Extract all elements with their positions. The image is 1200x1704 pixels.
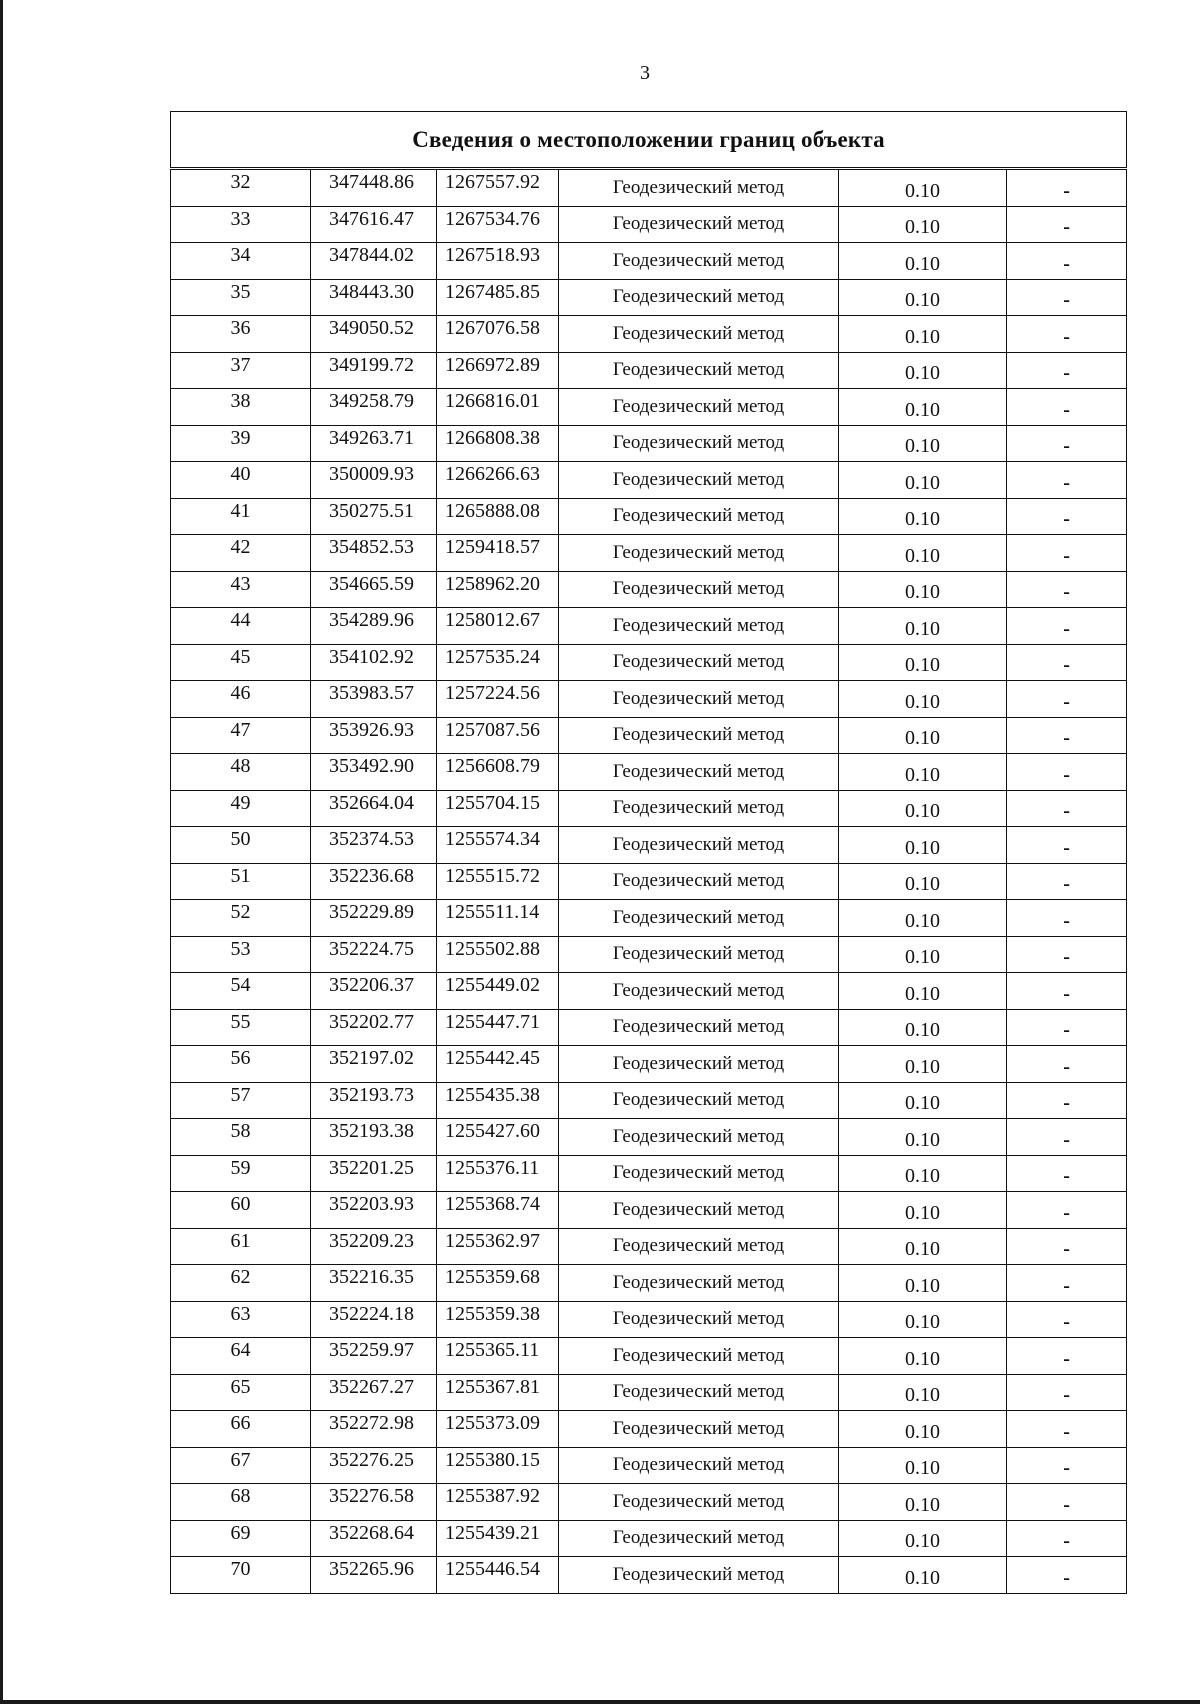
accuracy-cell: 0.10 xyxy=(839,571,1007,608)
method-cell: Геодезический метод xyxy=(559,608,839,645)
note-cell: - xyxy=(1007,608,1127,645)
table-body xyxy=(171,170,1127,1594)
x-coordinate-cell: 352224.75 xyxy=(311,936,437,973)
method-cell: Геодезический метод xyxy=(559,206,839,243)
table-row xyxy=(171,608,1127,645)
y-coordinate-cell: 1255365.11 xyxy=(437,1338,559,1375)
x-coordinate-cell: 352374.53 xyxy=(311,827,437,864)
note-cell: - xyxy=(1007,936,1127,973)
table-row xyxy=(171,1557,1127,1594)
method-cell: Геодезический метод xyxy=(559,790,839,827)
page-number: 3 xyxy=(640,62,650,84)
y-coordinate-cell: 1255446.54 xyxy=(437,1557,559,1594)
note-cell: - xyxy=(1007,754,1127,791)
point-number-cell: 56 xyxy=(171,1046,311,1083)
y-coordinate-cell: 1255373.09 xyxy=(437,1411,559,1448)
method-cell: Геодезический метод xyxy=(559,827,839,864)
y-coordinate-cell: 1255368.74 xyxy=(437,1192,559,1229)
method-cell: Геодезический метод xyxy=(559,644,839,681)
point-number-cell: 54 xyxy=(171,973,311,1010)
note-cell: - xyxy=(1007,1265,1127,1302)
point-number-cell: 43 xyxy=(171,571,311,608)
note-cell: - xyxy=(1007,170,1127,207)
x-coordinate-cell: 347616.47 xyxy=(311,206,437,243)
method-cell: Геодезический метод xyxy=(559,681,839,718)
note-cell: - xyxy=(1007,790,1127,827)
x-coordinate-cell: 348443.30 xyxy=(311,279,437,316)
note-cell: - xyxy=(1007,717,1127,754)
point-number-cell: 46 xyxy=(171,681,311,718)
note-cell: - xyxy=(1007,1082,1127,1119)
accuracy-cell: 0.10 xyxy=(839,681,1007,718)
accuracy-cell: 0.10 xyxy=(839,863,1007,900)
x-coordinate-cell: 349258.79 xyxy=(311,389,437,426)
method-cell: Геодезический метод xyxy=(559,1155,839,1192)
y-coordinate-cell: 1255449.02 xyxy=(437,973,559,1010)
accuracy-cell: 0.10 xyxy=(839,1009,1007,1046)
accuracy-cell: 0.10 xyxy=(839,1155,1007,1192)
point-number-cell: 39 xyxy=(171,425,311,462)
point-number-cell: 61 xyxy=(171,1228,311,1265)
table-row xyxy=(171,1338,1127,1375)
point-number-cell: 59 xyxy=(171,1155,311,1192)
note-cell: - xyxy=(1007,571,1127,608)
method-cell: Геодезический метод xyxy=(559,535,839,572)
method-cell: Геодезический метод xyxy=(559,279,839,316)
accuracy-cell: 0.10 xyxy=(839,352,1007,389)
note-cell: - xyxy=(1007,1374,1127,1411)
point-number-cell: 33 xyxy=(171,206,311,243)
point-number-cell: 41 xyxy=(171,498,311,535)
scan-edge-left xyxy=(0,0,3,1704)
accuracy-cell: 0.10 xyxy=(839,425,1007,462)
x-coordinate-cell: 354665.59 xyxy=(311,571,437,608)
x-coordinate-cell: 352265.96 xyxy=(311,1557,437,1594)
method-cell: Геодезический метод xyxy=(559,1192,839,1229)
method-cell: Геодезический метод xyxy=(559,717,839,754)
method-cell: Геодезический метод xyxy=(559,900,839,937)
y-coordinate-cell: 1267557.92 xyxy=(437,170,559,207)
x-coordinate-cell: 352193.38 xyxy=(311,1119,437,1156)
method-cell: Геодезический метод xyxy=(559,1082,839,1119)
method-cell: Геодезический метод xyxy=(559,316,839,353)
table-row xyxy=(171,462,1127,499)
x-coordinate-cell: 352203.93 xyxy=(311,1192,437,1229)
table-row xyxy=(171,389,1127,426)
x-coordinate-cell: 352201.25 xyxy=(311,1155,437,1192)
x-coordinate-cell: 353983.57 xyxy=(311,681,437,718)
y-coordinate-cell: 1255380.15 xyxy=(437,1447,559,1484)
accuracy-cell: 0.10 xyxy=(839,1119,1007,1156)
accuracy-cell: 0.10 xyxy=(839,608,1007,645)
note-cell: - xyxy=(1007,863,1127,900)
note-cell: - xyxy=(1007,827,1127,864)
y-coordinate-cell: 1255704.15 xyxy=(437,790,559,827)
table-row xyxy=(171,1119,1127,1156)
accuracy-cell: 0.10 xyxy=(839,1301,1007,1338)
point-number-cell: 58 xyxy=(171,1119,311,1156)
x-coordinate-cell: 352229.89 xyxy=(311,900,437,937)
point-number-cell: 62 xyxy=(171,1265,311,1302)
table-row xyxy=(171,279,1127,316)
method-cell: Геодезический метод xyxy=(559,389,839,426)
point-number-cell: 66 xyxy=(171,1411,311,1448)
method-cell: Геодезический метод xyxy=(559,425,839,462)
note-cell: - xyxy=(1007,243,1127,280)
x-coordinate-cell: 352216.35 xyxy=(311,1265,437,1302)
x-coordinate-cell: 352272.98 xyxy=(311,1411,437,1448)
accuracy-cell: 0.10 xyxy=(839,1082,1007,1119)
y-coordinate-cell: 1255511.14 xyxy=(437,900,559,937)
method-cell: Геодезический метод xyxy=(559,462,839,499)
x-coordinate-cell: 352276.58 xyxy=(311,1484,437,1521)
scan-edge-bottom xyxy=(0,1700,1200,1704)
accuracy-cell: 0.10 xyxy=(839,243,1007,280)
accuracy-cell: 0.10 xyxy=(839,827,1007,864)
point-number-cell: 50 xyxy=(171,827,311,864)
point-number-cell: 38 xyxy=(171,389,311,426)
table-row xyxy=(171,352,1127,389)
x-coordinate-cell: 352267.27 xyxy=(311,1374,437,1411)
x-coordinate-cell: 347448.86 xyxy=(311,170,437,207)
y-coordinate-cell: 1255502.88 xyxy=(437,936,559,973)
note-cell: - xyxy=(1007,973,1127,1010)
point-number-cell: 65 xyxy=(171,1374,311,1411)
point-number-cell: 49 xyxy=(171,790,311,827)
y-coordinate-cell: 1267518.93 xyxy=(437,243,559,280)
point-number-cell: 37 xyxy=(171,352,311,389)
accuracy-cell: 0.10 xyxy=(839,1484,1007,1521)
x-coordinate-cell: 352202.77 xyxy=(311,1009,437,1046)
point-number-cell: 64 xyxy=(171,1338,311,1375)
accuracy-cell: 0.10 xyxy=(839,644,1007,681)
point-number-cell: 36 xyxy=(171,316,311,353)
method-cell: Геодезический метод xyxy=(559,1374,839,1411)
note-cell: - xyxy=(1007,1520,1127,1557)
point-number-cell: 45 xyxy=(171,644,311,681)
table-row xyxy=(171,1484,1127,1521)
method-cell: Геодезический метод xyxy=(559,936,839,973)
method-cell: Геодезический метод xyxy=(559,1520,839,1557)
table-row xyxy=(171,243,1127,280)
table-row xyxy=(171,644,1127,681)
method-cell: Геодезический метод xyxy=(559,1301,839,1338)
y-coordinate-cell: 1266972.89 xyxy=(437,352,559,389)
note-cell: - xyxy=(1007,1411,1127,1448)
accuracy-cell: 0.10 xyxy=(839,462,1007,499)
x-coordinate-cell: 352664.04 xyxy=(311,790,437,827)
accuracy-cell: 0.10 xyxy=(839,316,1007,353)
y-coordinate-cell: 1266816.01 xyxy=(437,389,559,426)
table-row xyxy=(171,1520,1127,1557)
table-row xyxy=(171,1411,1127,1448)
table-row xyxy=(171,863,1127,900)
accuracy-cell: 0.10 xyxy=(839,1228,1007,1265)
point-number-cell: 60 xyxy=(171,1192,311,1229)
table-row xyxy=(171,754,1127,791)
table-row xyxy=(171,1228,1127,1265)
point-number-cell: 44 xyxy=(171,608,311,645)
x-coordinate-cell: 349199.72 xyxy=(311,352,437,389)
method-cell: Геодезический метод xyxy=(559,1338,839,1375)
table-row xyxy=(171,571,1127,608)
y-coordinate-cell: 1257087.56 xyxy=(437,717,559,754)
note-cell: - xyxy=(1007,389,1127,426)
method-cell: Геодезический метод xyxy=(559,1009,839,1046)
note-cell: - xyxy=(1007,681,1127,718)
coordinates-table xyxy=(170,111,1127,1594)
y-coordinate-cell: 1255427.60 xyxy=(437,1119,559,1156)
method-cell: Геодезический метод xyxy=(559,243,839,280)
accuracy-cell: 0.10 xyxy=(839,1192,1007,1229)
note-cell: - xyxy=(1007,1301,1127,1338)
x-coordinate-cell: 352209.23 xyxy=(311,1228,437,1265)
y-coordinate-cell: 1265888.08 xyxy=(437,498,559,535)
note-cell: - xyxy=(1007,1447,1127,1484)
method-cell: Геодезический метод xyxy=(559,1228,839,1265)
method-cell: Геодезический метод xyxy=(559,1411,839,1448)
accuracy-cell: 0.10 xyxy=(839,717,1007,754)
y-coordinate-cell: 1255442.45 xyxy=(437,1046,559,1083)
method-cell: Геодезический метод xyxy=(559,1447,839,1484)
y-coordinate-cell: 1267485.85 xyxy=(437,279,559,316)
method-cell: Геодезический метод xyxy=(559,1557,839,1594)
note-cell: - xyxy=(1007,535,1127,572)
x-coordinate-cell: 352268.64 xyxy=(311,1520,437,1557)
y-coordinate-cell: 1255359.68 xyxy=(437,1265,559,1302)
accuracy-cell: 0.10 xyxy=(839,900,1007,937)
table-row xyxy=(171,936,1127,973)
note-cell: - xyxy=(1007,1484,1127,1521)
note-cell: - xyxy=(1007,498,1127,535)
table-row xyxy=(171,1046,1127,1083)
point-number-cell: 51 xyxy=(171,863,311,900)
method-cell: Геодезический метод xyxy=(559,863,839,900)
method-cell: Геодезический метод xyxy=(559,1265,839,1302)
y-coordinate-cell: 1258962.20 xyxy=(437,571,559,608)
y-coordinate-cell: 1257535.24 xyxy=(437,644,559,681)
point-number-cell: 69 xyxy=(171,1520,311,1557)
note-cell: - xyxy=(1007,352,1127,389)
y-coordinate-cell: 1255435.38 xyxy=(437,1082,559,1119)
table-row xyxy=(171,827,1127,864)
note-cell: - xyxy=(1007,462,1127,499)
y-coordinate-cell: 1266808.38 xyxy=(437,425,559,462)
note-cell: - xyxy=(1007,1338,1127,1375)
note-cell: - xyxy=(1007,1192,1127,1229)
table-row xyxy=(171,973,1127,1010)
accuracy-cell: 0.10 xyxy=(839,754,1007,791)
method-cell: Геодезический метод xyxy=(559,352,839,389)
y-coordinate-cell: 1255376.11 xyxy=(437,1155,559,1192)
accuracy-cell: 0.10 xyxy=(839,1557,1007,1594)
y-coordinate-cell: 1255574.34 xyxy=(437,827,559,864)
table-row xyxy=(171,1301,1127,1338)
x-coordinate-cell: 354102.92 xyxy=(311,644,437,681)
note-cell: - xyxy=(1007,316,1127,353)
x-coordinate-cell: 349263.71 xyxy=(311,425,437,462)
x-coordinate-cell: 352276.25 xyxy=(311,1447,437,1484)
y-coordinate-cell: 1266266.63 xyxy=(437,462,559,499)
y-coordinate-cell: 1256608.79 xyxy=(437,754,559,791)
point-number-cell: 35 xyxy=(171,279,311,316)
note-cell: - xyxy=(1007,1009,1127,1046)
point-number-cell: 67 xyxy=(171,1447,311,1484)
table-row xyxy=(171,1265,1127,1302)
y-coordinate-cell: 1255362.97 xyxy=(437,1228,559,1265)
table-row xyxy=(171,425,1127,462)
note-cell: - xyxy=(1007,206,1127,243)
point-number-cell: 48 xyxy=(171,754,311,791)
table-title-row xyxy=(171,112,1127,168)
y-coordinate-cell: 1267534.76 xyxy=(437,206,559,243)
note-cell: - xyxy=(1007,1557,1127,1594)
point-number-cell: 32 xyxy=(171,170,311,207)
table-row xyxy=(171,681,1127,718)
y-coordinate-cell: 1257224.56 xyxy=(437,681,559,718)
x-coordinate-cell: 347844.02 xyxy=(311,243,437,280)
x-coordinate-cell: 352236.68 xyxy=(311,863,437,900)
accuracy-cell: 0.10 xyxy=(839,1046,1007,1083)
point-number-cell: 34 xyxy=(171,243,311,280)
point-number-cell: 55 xyxy=(171,1009,311,1046)
accuracy-cell: 0.10 xyxy=(839,170,1007,207)
x-coordinate-cell: 352224.18 xyxy=(311,1301,437,1338)
accuracy-cell: 0.10 xyxy=(839,535,1007,572)
note-cell: - xyxy=(1007,279,1127,316)
accuracy-cell: 0.10 xyxy=(839,1374,1007,1411)
table-row xyxy=(171,206,1127,243)
accuracy-cell: 0.10 xyxy=(839,1265,1007,1302)
table-row xyxy=(171,170,1127,207)
note-cell: - xyxy=(1007,900,1127,937)
x-coordinate-cell: 353492.90 xyxy=(311,754,437,791)
x-coordinate-cell: 352197.02 xyxy=(311,1046,437,1083)
x-coordinate-cell: 350275.51 xyxy=(311,498,437,535)
table-row xyxy=(171,1009,1127,1046)
y-coordinate-cell: 1255515.72 xyxy=(437,863,559,900)
y-coordinate-cell: 1255447.71 xyxy=(437,1009,559,1046)
accuracy-cell: 0.10 xyxy=(839,1520,1007,1557)
table-row xyxy=(171,316,1127,353)
point-number-cell: 63 xyxy=(171,1301,311,1338)
note-cell: - xyxy=(1007,1046,1127,1083)
accuracy-cell: 0.10 xyxy=(839,1447,1007,1484)
point-number-cell: 57 xyxy=(171,1082,311,1119)
accuracy-cell: 0.10 xyxy=(839,1411,1007,1448)
accuracy-cell: 0.10 xyxy=(839,936,1007,973)
table-row xyxy=(171,717,1127,754)
table-row xyxy=(171,1374,1127,1411)
method-cell: Геодезический метод xyxy=(559,498,839,535)
x-coordinate-cell: 352193.73 xyxy=(311,1082,437,1119)
y-coordinate-cell: 1267076.58 xyxy=(437,316,559,353)
accuracy-cell: 0.10 xyxy=(839,206,1007,243)
point-number-cell: 70 xyxy=(171,1557,311,1594)
point-number-cell: 40 xyxy=(171,462,311,499)
point-number-cell: 42 xyxy=(171,535,311,572)
accuracy-cell: 0.10 xyxy=(839,790,1007,827)
x-coordinate-cell: 354852.53 xyxy=(311,535,437,572)
table-row xyxy=(171,1082,1127,1119)
point-number-cell: 68 xyxy=(171,1484,311,1521)
point-number-cell: 47 xyxy=(171,717,311,754)
x-coordinate-cell: 354289.96 xyxy=(311,608,437,645)
accuracy-cell: 0.10 xyxy=(839,389,1007,426)
table-row xyxy=(171,498,1127,535)
method-cell: Геодезический метод xyxy=(559,571,839,608)
y-coordinate-cell: 1255387.92 xyxy=(437,1484,559,1521)
note-cell: - xyxy=(1007,1155,1127,1192)
method-cell: Геодезический метод xyxy=(559,1046,839,1083)
table-title: Сведения о местоположении границ объекта xyxy=(171,112,1127,168)
point-number-cell: 52 xyxy=(171,900,311,937)
y-coordinate-cell: 1255439.21 xyxy=(437,1520,559,1557)
table-row xyxy=(171,535,1127,572)
table-row xyxy=(171,1192,1127,1229)
table-row xyxy=(171,900,1127,937)
y-coordinate-cell: 1258012.67 xyxy=(437,608,559,645)
accuracy-cell: 0.10 xyxy=(839,498,1007,535)
method-cell: Геодезический метод xyxy=(559,1484,839,1521)
note-cell: - xyxy=(1007,1228,1127,1265)
x-coordinate-cell: 349050.52 xyxy=(311,316,437,353)
method-cell: Геодезический метод xyxy=(559,170,839,207)
y-coordinate-cell: 1259418.57 xyxy=(437,535,559,572)
x-coordinate-cell: 353926.93 xyxy=(311,717,437,754)
note-cell: - xyxy=(1007,1119,1127,1156)
y-coordinate-cell: 1255359.38 xyxy=(437,1301,559,1338)
accuracy-cell: 0.10 xyxy=(839,1338,1007,1375)
x-coordinate-cell: 352206.37 xyxy=(311,973,437,1010)
table-row xyxy=(171,1155,1127,1192)
table-row xyxy=(171,790,1127,827)
method-cell: Геодезический метод xyxy=(559,754,839,791)
accuracy-cell: 0.10 xyxy=(839,279,1007,316)
note-cell: - xyxy=(1007,644,1127,681)
accuracy-cell: 0.10 xyxy=(839,973,1007,1010)
y-coordinate-cell: 1255367.81 xyxy=(437,1374,559,1411)
table-row xyxy=(171,1447,1127,1484)
point-number-cell: 53 xyxy=(171,936,311,973)
x-coordinate-cell: 350009.93 xyxy=(311,462,437,499)
method-cell: Геодезический метод xyxy=(559,1119,839,1156)
note-cell: - xyxy=(1007,425,1127,462)
method-cell: Геодезический метод xyxy=(559,973,839,1010)
x-coordinate-cell: 352259.97 xyxy=(311,1338,437,1375)
